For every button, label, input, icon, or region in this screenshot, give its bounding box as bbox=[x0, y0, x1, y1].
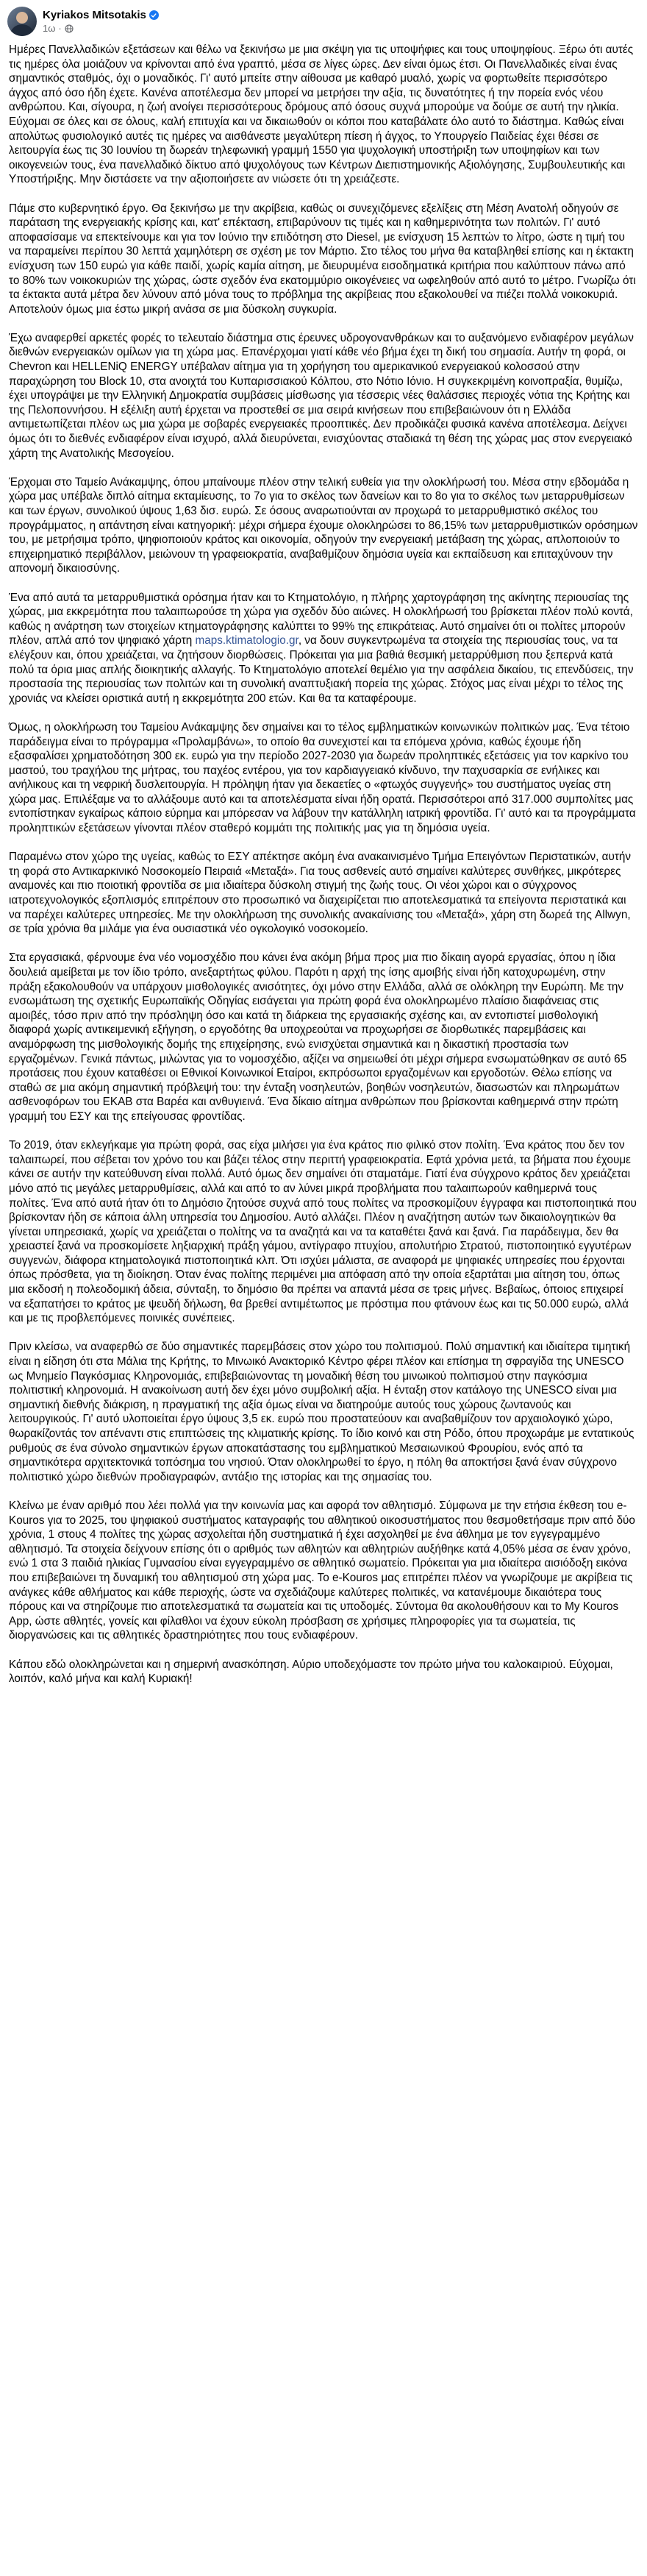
paragraph-text: , να δουν συγκεντρωμένα τα στοιχεία της περιουσίας τους, να τα ελέγξουν και, όπου χρειάζεται, να ζητήσουν διορθώσεις. Πρόκειται για μια βαθιά θεσμική μεταρρύθμιση που ξεπερνά κατά πολύ τα όρια μιας απλής διοικητικής αλλαγής. Το Κτηματολόγιο αποτελεί θεμέλιο για την ασφάλεια δικαίου, τις επενδύσεις, την προστασία της περιουσίας των πολιτών και τη συνολική αναπτυξιακή πορεία της χώρας. Στόχος μας είναι μέχρι το τέλος της χρονιάς να κλείσει οριστικά αυτή η εκκρεμότητα 200 ετών. Και θα τα καταφέρουμε. bbox=[9, 634, 634, 705]
post-header bbox=[0, 0, 647, 38]
paragraph-text: Ένα από αυτά τα μεταρρυθμιστικά ορόσημα ήταν και το Κτηματολόγιο, η πλήρης χαρτογράφηση της ακίνητης περιουσίας της χώρας, μια εκκρεμότητα που ταλαιπωρούσε τη χώρα για σχεδόν δύο αιώνες. Η ολοκλήρωσή του βρίσκεται πλέον πολύ κοντά, καθώς η ανάρτηση των στοιχείων κτηματογράφησης καλύπτει το 99% της επικράτειας. Αυτό σημαίνει ότι οι πολίτες μπορούν πλέον, απλά από τον ψηφιακό χάρτη bbox=[9, 591, 633, 647]
post-subline bbox=[43, 23, 159, 34]
globe-icon[interactable] bbox=[65, 24, 74, 33]
separator-dot: · bbox=[58, 23, 62, 34]
post-paragraph: Κλείνω με έναν αριθμό που λέει πολλά για την κοινωνία μας και αφορά τον αθλητισμό. Σύμφωνα με την ετήσια έκθεση του e-Kouros για το 2025, του ψηφιακού συστήματος καταγραφής του αθλητικού οικοσυστήματος που θεσμοθετήσαμε πριν από δύο χρόνια, 1 στους 4 πολίτες της χώρας ασχολείται ήδη συστηματικά ή έχει ασχοληθεί με ένα άθλημα με τον εγγεγραμμένο αθλητισμό. Τα στοιχεία δείχνουν επίσης ότι ο αριθμός των αθλητών και αθλητριών αυξήθηκε κατά 4,05% μέσα σε έναν χρόνο, ενώ 1 στα 3 παιδιά ηλικίας Γυμνασίου είναι εγγεγραμμένο σε αθλητικό σωματείο. Πρόκειται για μια ιδιαίτερα αισιόδοξη εικόνα που επιβεβαιώνει τη δυναμική του αθλητισμού στη χώρα μας. Το e-Kouros μας επιτρέπει πλέον να γνωρίζουμε με ακρίβεια τις ανάγκες κάθε αθλήματος και κάθε περιοχής, ώστε να σχεδιάζουμε καλύτερες πολιτικές, να κατανέμουμε δικαιότερα τους πόρους και να στηρίζουμε πιο αποτελεσματικά τα σωματεία και τις υποδομές. Σύντομα θα ακολουθήσουν και το My Kouros App, ώστε αθλητές, γονείς και φίλαθλοι να έχουν εύκολη πρόσβαση σε χρήσιμες πληροφορίες για τα σωματεία, τις διοργανώσεις και τις αθλητικές δραστηριότητες που τους ενδιαφέρουν. bbox=[9, 1499, 635, 1642]
post-paragraph bbox=[9, 591, 638, 706]
post-paragraph: Έχω αναφερθεί αρκετές φορές το τελευταίο διάστημα στις έρευνες υδρογονανθράκων και το αυξανόμενο ενδιαφέρον μεγάλων διεθνών ενεργειακών ομίλων για τη χώρα μας. Επανέρχομαι γιατί κάθε νέο βήμα έχει τη δική του σημασία. Αυτήν τη φορά, οι Chevron και HELLENiQ ENERGY υπέβαλαν αίτημα για τη χορήγηση του αμερικανικού ενεργειακού κολοσσού στην παραχώρηση του Block 10, στα ανοιχτά του Κυπαρισσιακού Κόλπου, στο Νότιο Ιόνιο. Η συγκεκριμένη κοινοπραξία, θυμίζω, έχει υπογράψει με την Ελληνική Δημοκρατία συμβάσεις μίσθωσης για τέσσερις νέες θαλάσσιες περιοχές νότια της Κρήτης και της Πελοποννήσου. Η εξέλιξη αυτή έρχεται να προστεθεί σε μια σειρά κινήσεων που επιβεβαιώνουν ότι η Ελλάδα αντιμετωπίζεται πλέον ως μια χώρα με σοβαρές ενεργειακές προοπτικές. Δεν προδικάζει φυσικά κανένα αποτέλεσμα. Δείχνει όμως ότι το διεθνές ενδιαφέρον είναι ισχυρό, αλλά διευρύνεται, ενισχύοντας σταδιακά τη θέση της χώρας μας στον ενεργειακό χάρτη της Ανατολικής Μεσογείου. bbox=[9, 331, 634, 460]
post-paragraph: Πριν κλείσω, να αναφερθώ σε δύο σημαντικές παρεμβάσεις στον χώρο του πολιτισμού. Πολύ σημαντική και ιδιαίτερα τιμητική είναι η είδηση ότι στα Μάλια της Κρήτης, το Μινωικό Ανακτορικό Κέντρο φέρει πλέον και επίσημα τη σφραγίδα της UNESCO ως Μνημείο Παγκόσμιας Κληρονομιάς, επιβεβαιώνοντας τη μοναδική θέση του μινωικού πολιτισμού στην παγκόσμια πολιτιστική κληρονομιά. Η ανακοίνωση αυτή δεν έχει μόνο συμβολική αξία. Η ένταξη στον κατάλογο της UNESCO είναι μια σημαντική διεθνής διάκριση, η πραγματική της αξία όμως είναι να διατηρούμε αυτούς τους χώρους ζωντανούς και λειτουργικούς. Γι' αυτό υλοποιείται έργο ύψους 3,5 εκ. ευρώ που προστατεύουν και αναβαθμίζουν τον αρχαιολογικό χώρο, θωρακίζοντάς τον απέναντι στις επιπτώσεις της κλιματικής κρίσης. Το ίδιο κοινό και στη Ρόδο, όπου προχωράμε με εντατικούς ρυθμούς σε ένα σύνολο σημαντικών έργων αποκατάστασης του εμβληματικού Μεσαιωνικού Φρουρίου, ενός από τα σημαντικότερα αρχιτεκτονικά τοπόσημα του νησιού. Όταν ολοκληρωθεί το έργο, η πόλη θα αποκτήσει ξανά έναν σύγχρονο πολιτιστικό χώρο διεθνών προδιαγραφών, αντάξιο της ιστορίας και της σημασίας του. bbox=[9, 1341, 635, 1483]
author-name[interactable]: Kyriakos Mitsotakis bbox=[43, 9, 146, 21]
post-paragraph: Πάμε στο κυβερνητικό έργο. Θα ξεκινήσω με την ακρίβεια, καθώς οι συνεχιζόμενες εξελίξεις στη Μέση Ανατολή οδηγούν σε παράταση της ενεργειακής κρίσης και, κατ' επέκταση, επιβαρύνουν τις τιμές και η καθημερινότητα των πολιτών. Γι' αυτό αποφασίσαμε να επεκτείνουμε και για τον Ιούνιο την επιδότηση στο Diesel, με ενίσχυση 15 λεπτών το λίτρο, ώστε η τιμή του να παραμείνει περίπου 30 λεπτά χαμηλότερη σε σχέση με τον Μάρτιο. Στο τέλος του μήνα θα καταβληθεί επίσης και η έκτακτη ενίσχυση των 150 ευρώ για κάθε παιδί, χωρίς καμία αίτηση, με διευρυμένα εισοδηματικά κριτήρια που καλύπτουν πάνω από το 80% των νοικοκυριών της χώρας, ώστε σχεδόν ένα εκατομμύριο οικογένειες να ωφεληθούν από αυτό το μέτρο. Γνωρίζω ότι τα έκτακτα αυτά μέτρα δεν λύνουν από μόνα τους το πρόβλημα της ακρίβειας που εξακολουθεί να πιέζει πολλά νοικοκυριά. Αποτελούν όμως μια έστω μικρή ανάσα σε μια δύσκολη συγκυρία. bbox=[9, 202, 636, 316]
avatar[interactable] bbox=[7, 7, 37, 36]
avatar-head bbox=[16, 12, 28, 24]
post-meta bbox=[43, 9, 159, 34]
post-paragraph: Έρχομαι στο Ταμείο Ανάκαμψης, όπου μπαίνουμε πλέον στην τελική ευθεία για την ολοκλήρωσή του. Μέσα στην εβδομάδα η χώρα μας υπέβαλε διπλό αίτημα εκταμίευσης, το 7ο για το σκέλος των δανείων και το 8ο για το σκέλος των μεταρρυθμίσεων και των έργων, συνολικού ύψους 1,63 δισ. ευρώ. Σε όσους αναρωτιούνται αν προχωρά το μεταρρυθμιστικό σκέλος του προγράμματος, η απάντηση είναι κατηγορική: μέχρι σήμερα έχουμε ολοκληρώσει το 86,15% των μεταρρυθμιστικών ορόσημων του, με μετρήσιμα τρόπο, ψηφιοποιούν κράτος και οικονομία, οδηγούν την ενεργειακή μετάβαση της χώρας, απλοποιούν το επιχειρηματικό περιβάλλον, μειώνουν τη γραφειοκρατία, αναβαθμίζουν δημόσια υγεία και εκπαίδευση και επιταχύνουν την απονομή δικαιοσύνης. bbox=[9, 475, 638, 575]
post-paragraph: Παραμένω στον χώρο της υγείας, καθώς το ΕΣΥ απέκτησε ακόμη ένα ανακαινισμένο Τμήμα Επειγόντων Περιστατικών, αυτήν τη φορά στο Αντικαρκινικό Νοσοκομείο Πειραιά «Μεταξά». Για τους ασθενείς αυτό σημαίνει καλύτερες συνθήκες, μικρότερες αναμονές και πιο ποιοτική φροντίδα σε μια ιδιαίτερα δύσκολη στιγμή της ζωής τους. Οι νέοι χώροι και ο σύγχρονος ιατροτεχνολογικός εξοπλισμός επιτρέπουν στο προσωπικό να διαχειρίζεται πιο αποτελεσματικά τα επείγοντα περιστατικά και να παρέχει καλύτερες υπηρεσίες. Με την ολοκλήρωση της συνολικής ανακαίνισης του «Μεταξά», χάρη στη δωρεά της Allwyn, σε τρία χρόνια θα μιλάμε για ένα ουσιαστικά νέο ογκολογικό νοσοκομείο. bbox=[9, 851, 632, 936]
post-paragraph: Ημέρες Πανελλαδικών εξετάσεων και θέλω να ξεκινήσω με μια σκέψη για τις υποψήφιες και τους υποψηφίους. Ξέρω ότι αυτές τις ημέρες όλα μοιάζουν να κρίνονται από ένα γραπτό, μέσα σε λίγες ώρες. Δεν είναι όμως έτσι. Οι Πανελλαδικές είναι ένας σημαντικός σταθμός, όχι ο μοναδικός. Γι' αυτό μπείτε στην αίθουσα με καθαρό μυαλό, χωρίς να φορτωθείτε περισσότερο άγχος από όσο ήδη έχετε. Κανένα αποτέλεσμα δεν μπορεί να μετρήσει την αξία, τις δυνατότητες ή την πορεία ενός νέου ανθρώπου. Και, σίγουρα, η ζωή ανοίγει περισσότερους δρόμους από όσους συχνά μπορούμε να δούμε σε αυτή την ηλικία. Εύχομαι σε όλες και σε όλους, καλή επιτυχία και να δικαιωθούν οι κόποι που καταβάλατε όλο αυτό το διάστημα. Καθώς είναι απολύτως φυσιολογικό αυτές τις ημέρες να αισθάνεστε μεγαλύτερη πίεση ή άγχος, το Υπουργείο Παιδείας έχει θέσει σε λειτουργία έως τις 30 Ιουνίου τη δωρεάν τηλεφωνική γραμμή 1550 για ψυχολογική υποστήριξη των υποψηφίων και των οικογενειών τους, ένα πανελλαδικό δίκτυο από ψυχολόγους των Κέντρων Διεπιστημονικής Αξιολόγησης, Συμβουλευτικής και Υποστήριξης. Μην διστάσετε να την αξιοποιήσετε αν νιώσετε ότι τη χρειάζεστε. bbox=[9, 43, 634, 186]
post-paragraph: Κάπου εδώ ολοκληρώνεται και η σημερινή ανασκόπηση. Αύριο υποδεχόμαστε τον πρώτο μήνα του καλοκαιριού. Εύχομαι, λοιπόν, καλό μήνα και καλή Κυριακή! bbox=[9, 1658, 613, 1686]
post-paragraph: Το 2019, όταν εκλεγήκαμε για πρώτη φορά, σας είχα μιλήσει για ένα κράτος πιο φιλικό στον πολίτη. Ένα κράτος που δεν τον ταλαιπωρεί, που σέβεται τον χρόνο του και βάζει τέλος στην περιττή γραφειοκρατία. Εφτά χρόνια μετά, τα βήματα που έχουμε κάνει σε αυτήν την κατεύθυνση είναι πολλά. Αυτό όμως δεν σημαίνει ότι σταματάμε. Γιατί ένα σύγχρονο κράτος δεν χρειάζεται μόνο από τις μεγάλες μεταρρυθμίσεις, αλλά και από το αν λύνει μικρά προβλήματα που ταλαιπωρούν καθημερινά τους πολίτες. Ένα από αυτά ήταν ότι το Δημόσιο ζητούσε συχνά από τους πολίτες να προσκομίζουν έγγραφα και πιστοποιητικά που βρίσκονταν ήδη σε κάποια άλλη υπηρεσία του Δημοσίου. Αυτό αλλάζει. Πλέον η αναζήτηση αυτών των δικαιολογητικών θα γίνεται υπηρεσιακά, χωρίς να χρειάζεται ο πολίτης να τα αναζητά και να τα καταθέτει ξανά και ξανά. Για παράδειγμα, δεν θα χρειαστεί ξανά να προσκομίσετε ληξιαρχική πράξη γάμου, αντίγραφο πτυχίου, απολυτήριο Στρατού, πιστοποιητικό εγγυτέρων συγγενών, διάφορα κτηματολογικά πιστοποιητικά κλπ. Ότι ισχύει μάλιστα, σε αναφορά με ψηφιακές υπηρεσίες που έρχονται όπως πρόσθετα, για τη διοίκηση. Όταν ένας πολίτης περιμένει μια απόφαση από την οποία εξαρτάται μια αίτηση του, όπως μια εκδοσή η πολεοδομική άδεια, σύνταξη, το δημόσιο θα πρέπει να απαντά μέσα σε τρεις μήνες. Βεβαίως, όποιος επιχειρεί να εξαπατήσει το κράτος με ψευδή δήλωση, θα βρεθεί αντιμέτωπος με πρόστιμα που φτάνουν έως και τις 50.000 ευρώ, αλλά και με τις προβλεπόμενες ποινικές συνέπειες. bbox=[9, 1139, 637, 1325]
post-timestamp[interactable]: 1ω bbox=[43, 23, 56, 34]
post-body bbox=[0, 38, 647, 1686]
cadastre-map-link[interactable]: maps.ktimatologio.gr bbox=[195, 634, 299, 647]
post-paragraph: Όμως, η ολοκλήρωση του Ταμείου Ανάκαμψης δεν σημαίνει και το τέλος εμβληματικών κοινωνικών πολιτικών μας. Ένα τέτοιο παράδειγμα είναι το πρόγραμμα «Προλαμβάνω», το οποίο θα συνεχιστεί και τα επόμενα χρόνια, καθώς έχουμε ήδη εξασφαλίσει χρηματοδότηση 300 εκ. ευρώ για την περίοδο 2027-2030 για δωρεάν προληπτικές εξετάσεις για τον καρκίνο του μαστού, του τραχήλου της μήτρας, του παχέος εντέρου, για τον καρδιαγγειακό κίνδυνο, την παχυσαρκία σε ενήλικες και ανήλικους και τη νεφρική δυσλειτουργία. Η πρόληψη ήταν για δεκαετίες ο «φτωχός συγγενής» του συστήματος υγείας στη χώρα μας. Επιλέξαμε να το αλλάξουμε αυτό και τα αποτελέσματα είναι ήδη ορατά. Περισσότεροι από 317.000 συμπολίτες μας εντοπίστηκαν εγκαίρως κάποιο εύρημα και μπόρεσαν να λάβουν την κατάλληλη ιατρική φροντίδα. Γι' αυτό και τα προγράμματα προληπτικών εξετάσεων γίνονται πλέον σταθερό κομμάτι της πολιτικής μας για τη δημόσια υγεία. bbox=[9, 720, 636, 835]
post-paragraph: Στα εργασιακά, φέρνουμε ένα νέο νομοσχέδιο που κάνει ένα ακόμη βήμα προς μια πιο δίκαιη αγορά εργασίας, όπου η ίδια δουλειά αμείβεται με τον ίδιο τρόπο, ανεξαρτήτως φύλου. Παρότι η αρχή της ίσης αμοιβής είναι ήδη κατοχυρωμένη, στην πράξη εξακολουθούν να υπάρχουν μισθολογικές ανισότητες, όχι μόνο στην Ελλάδα, αλλά σε ολόκληρη την Ευρώπη. Με την ενσωμάτωση της σχετικής Ευρωπαϊκής Οδηγίας εισάγεται για πρώτη φορά ένα ολοκληρωμένο πλαίσιο διαφάνειας στις αμοιβές, τόσο πριν από την πρόσληψη όσο και κατά τη διάρκεια της εργασιακής σχέσης και, αν εντοπιστεί μισθολογική διαφορά χωρίς αντικειμενική εξήγηση, ο εργοδότης θα υποχρεούται να προχωρήσει σε διορθωτικές παρεμβάσεις και αναμόρφωση της μισθολογικής δομής της επιχείρησης, ενώ ενισχύεται σημαντικά και η δικαστική προστασία των εργαζομένων. Γενικά πάντως, μιλώντας για το νομοσχέδιο, αξίζει να σημειωθεί ότι μέχρι σήμερα ενσωματώθηκαν σε αυτό 65 προτάσεις που έχουν καταθέσει οι Εθνικοί Κοινωνικοί Εταίροι, εκπρόσωποι εργαζομένων και εργοδοτών. Θέλω επίσης να σταθώ σε μια ακόμη σημαντική πρόβλεψή του: την ένταξη νοσηλευτών, βοηθών νοσηλευτών, διασωστών και πληρωμάτων ασθενοφόρων του ΕΚΑΒ στα Βαρέα και ανθυγιεινά. Ένα δίκαιο αίτημα ανθρώπων που βρίσκονται καθημερινά στην πρώτη γραμμή του ΕΣΥ και της επείγουσας φροντίδας. bbox=[9, 951, 627, 1123]
verified-badge-icon bbox=[149, 10, 159, 20]
author-row bbox=[43, 9, 159, 21]
avatar-shoulders bbox=[10, 24, 35, 36]
